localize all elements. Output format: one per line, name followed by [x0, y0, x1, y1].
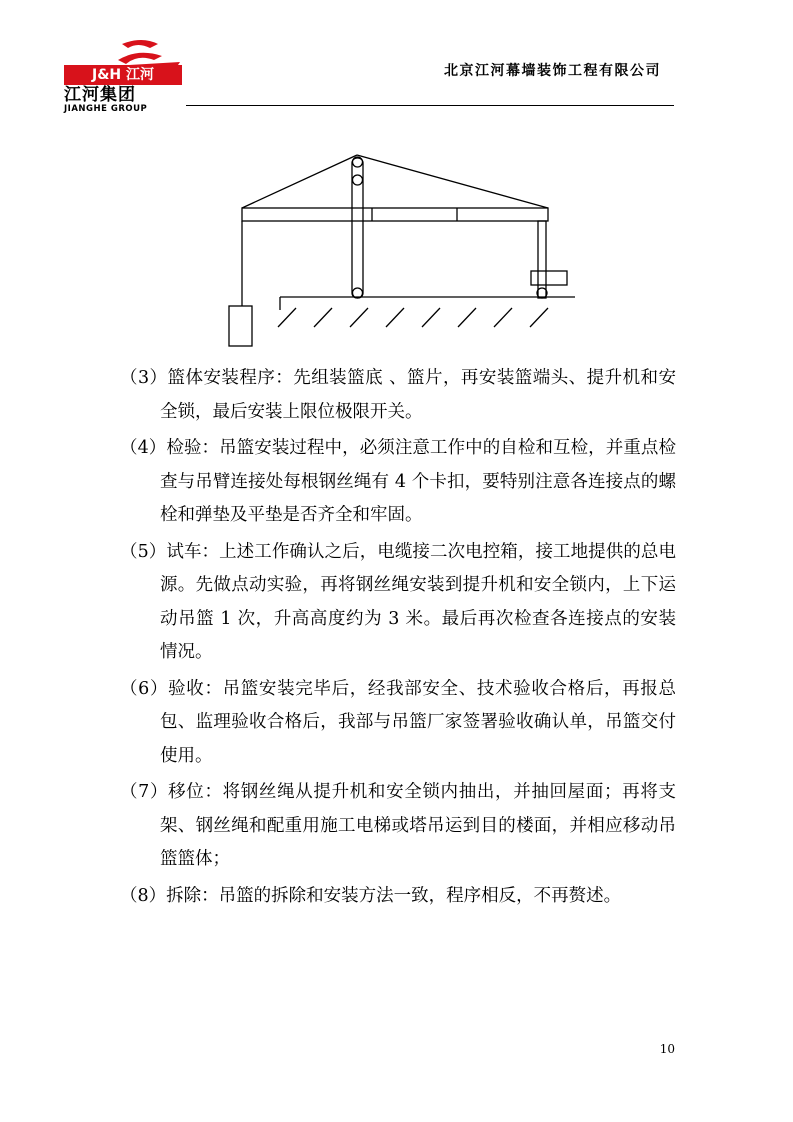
gondola-support-diagram: [220, 150, 580, 350]
middle-pulley: [353, 175, 363, 185]
step-4-paragraph: （4）检验：吊篮安装过程中，必须注意工作中的自检和互检，并重点检查与吊臂连接处每根钢丝绳有 4 个卡扣，要特别注意各连接点的螺栓和弹垫及平垫是否齐全和牢固。: [120, 438, 676, 525]
procedure-text: [120, 362, 676, 916]
logo-chinese-name: 江河集团: [64, 85, 136, 105]
counterweight: [531, 271, 567, 285]
company-name: 北京江河幕墙装饰工程有限公司: [444, 63, 661, 79]
header-divider: [186, 105, 674, 106]
front-support-post: [352, 158, 363, 298]
rear-support-post: [538, 221, 546, 298]
step-7-paragraph: （7）移位：将钢丝绳从提升机和安全锁内抽出，并抽回屋面；再将支架、钢丝绳和配重用施工电梯或塔吊运到目的楼面，并相应移动吊篮篮体；: [120, 782, 676, 869]
ground-hatching: [278, 308, 548, 327]
roof-truss: [242, 155, 548, 208]
step-8-paragraph: （8）拆除：吊篮的拆除和安装方法一致，程序相反，不再赘述。: [120, 885, 622, 906]
step-3-paragraph: （3）篮体安装程序：先组装篮底 、篮片，再安装篮端头、提升机和安全锁，最后安装上限位极限开关。: [120, 368, 676, 422]
gondola-platform: [229, 306, 252, 346]
logo-swirl-icon: [92, 38, 184, 68]
logo-english-name: JIANGHE GROUP: [64, 104, 148, 114]
page-number: 10: [659, 1042, 675, 1056]
step-6-paragraph: （6）验收：吊篮安装完毕后，经我部安全、技术验收合格后，再报总包、监理验收合格后，我部与吊篮厂家签署验收确认单，吊篮交付使用。: [120, 678, 676, 766]
company-logo: [62, 38, 186, 114]
step-5-paragraph: （5）试车：上述工作确认之后，电缆接二次电控箱，接工地提供的总电源。先做点动实验，再将钢丝绳安装到提升机和安全锁内，上下运动吊篮 1 次，升高高度约为 3 米。最后再次检查各连接点的安装情况。: [120, 541, 676, 662]
logo-brand-box: J&H 江河: [64, 65, 182, 85]
support-beam: [242, 208, 548, 221]
